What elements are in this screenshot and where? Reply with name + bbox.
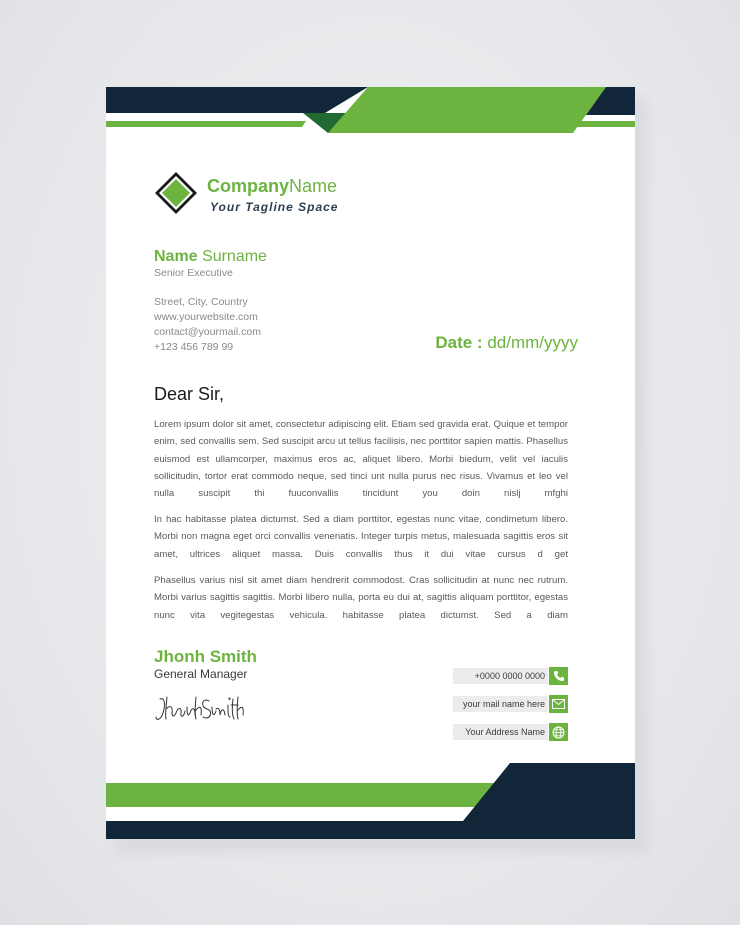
letterhead-page <box>106 87 635 839</box>
greeting: Dear Sir, <box>154 384 225 404</box>
header-band <box>106 87 635 137</box>
sender-email: contact@yourmail.com <box>154 326 261 338</box>
contact-mail-box: your mail name here <box>453 696 548 712</box>
globe-icon <box>549 723 568 741</box>
company-name: CompanyName <box>207 176 338 196</box>
mail-icon <box>549 695 568 713</box>
body-paragraph-3: Phasellus varius nisl sit amet diam hendrerit commodost. Cras sollicitudin at nunc nec rutrum. Morbi varius sagittis sagittis. Morbi libero nulla, porta eu dui at, sagittis aliquam porttitor, egestas nunc vita vegitegestas vehicula. habitasse platea dictumst. Sed a diam <box>154 575 568 621</box>
phone-icon <box>549 667 568 685</box>
sender-title: Senior Executive <box>154 267 233 279</box>
body-paragraph-1: Lorem ipsum dolor sit amet, consectetur adipiscing elit. Etiam sed gravida erat. Quique et tempor enim, sed convallis sem. Sed suscipit arcu ut tellus facilisis, nec porttitor sapien mattis. Phasellus euismod est ullamcorper, maximus eros ac, aliquet libero. Morbi biedum, velit vel iaculis sollicitudin, tortor erat commodo neque, sed tinci unt nulla purus nec risus. Vivamus et leo vel nulla suscipit thi fuuconvallis tincidunt you doin nislj mfghi <box>154 419 568 500</box>
contact-address-box: Your Address Name <box>453 724 548 740</box>
sender-address: Street, City, Country <box>154 296 248 308</box>
company-logo-icon <box>154 171 198 215</box>
sender-phone: +123 456 789 99 <box>154 341 234 353</box>
sender-website: www.yourwebsite.com <box>154 311 258 323</box>
contact-phone-box: +0000 0000 0000 <box>453 668 548 684</box>
date-line: Date : dd/mm/yyyy <box>435 333 578 352</box>
body-paragraph-2: In hac habitasse platea dictumst. Sed a diam porttitor, egestas nunc vitae, condimetum libero. Morbi non magna eget orci convallis venenatis. Integer turpis metus, malesuada sagittis eros sit amet, ultrices aliquet massa. Duis convallis thus it dui vitae cursus d get <box>154 514 568 560</box>
signer-name: Jhonh Smith <box>154 647 257 666</box>
handwritten-signature <box>154 693 244 725</box>
signer-title: General Manager <box>154 667 248 681</box>
sender-name: Name Surname <box>154 248 267 265</box>
footer-band <box>106 763 635 839</box>
company-tagline: Your Tagline Space <box>210 200 339 214</box>
